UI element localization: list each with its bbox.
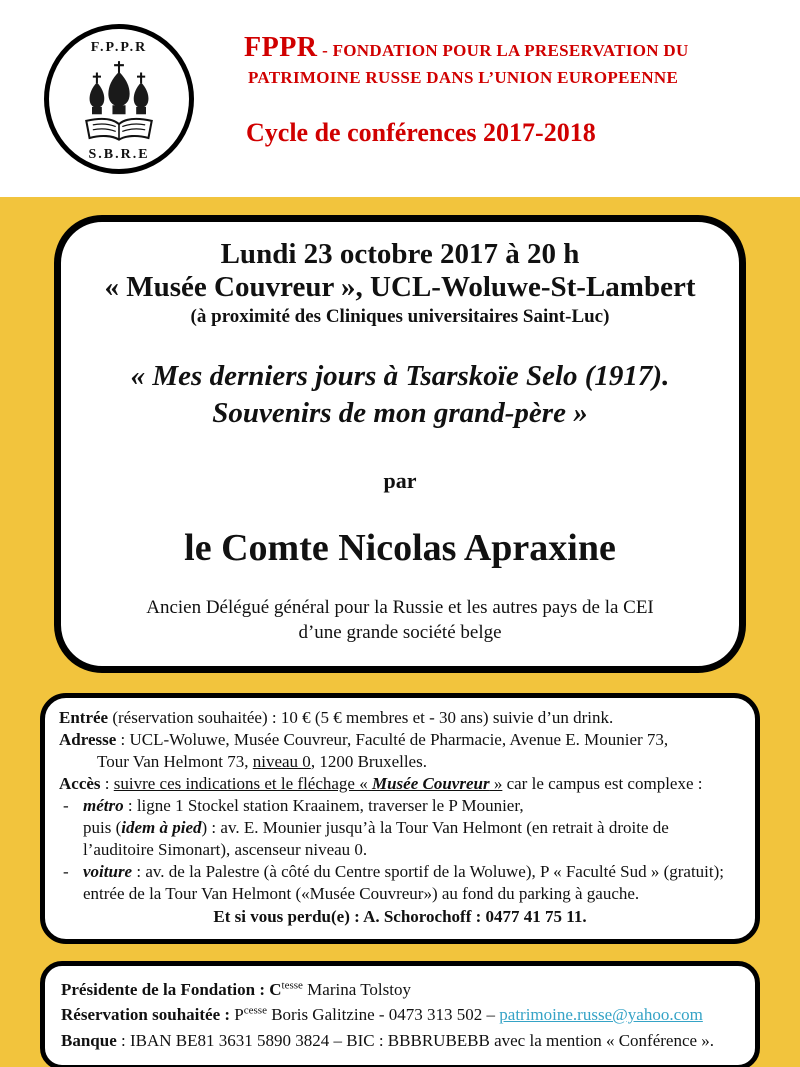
- lecture-title: [85, 358, 715, 432]
- speaker-description: [85, 596, 715, 645]
- org-name-rest: - FONDATION POUR LA PRESERVATION DU: [317, 41, 689, 60]
- voiture-dash: -: [63, 862, 69, 882]
- banque-line: [61, 1028, 739, 1054]
- org-name-line1: [244, 32, 689, 64]
- presidente-label: Présidente de la Fondation :: [61, 979, 265, 999]
- reservation-label: Réservation souhaitée :: [61, 1005, 231, 1025]
- metro-label: métro: [83, 795, 124, 815]
- metro-idem-a-pied: idem à pied: [121, 818, 202, 838]
- metro-text: : ligne 1 Stockel station Kraainem, traverser le P Mounier,: [123, 795, 524, 815]
- adresse-label: Adresse: [59, 729, 117, 749]
- entree-line: [59, 707, 741, 729]
- logo-bottom-text: S.B.R.E: [88, 146, 150, 162]
- reservation-sup: cesse: [243, 1004, 267, 1017]
- metro-line1: [83, 795, 741, 817]
- org-name-line2: PATRIMOINE RUSSE DANS L’UNION EUROPEENNE: [248, 68, 679, 87]
- voiture-content: [83, 861, 741, 905]
- acces-line: [59, 773, 741, 795]
- metro-dash: -: [63, 795, 69, 815]
- reservation-p: P: [230, 1005, 244, 1025]
- adresse-line2: [59, 751, 741, 773]
- fppr-logo: [44, 24, 194, 174]
- reservation-line: [61, 1002, 739, 1028]
- email-link[interactable]: patrimoine.russe@yahoo.com: [499, 1005, 703, 1025]
- voiture-item: [59, 861, 741, 905]
- lecture-title-line1: « Mes derniers jours à Tsarskoïe Selo (1917).: [130, 360, 670, 392]
- speaker-description-line2: d’une grande société belge: [298, 621, 502, 643]
- metro-puis-pre: puis (: [83, 818, 122, 838]
- event-date: Lundi 23 octobre 2017 à 20 h: [220, 238, 580, 270]
- org-acronym: FPPR: [244, 32, 318, 63]
- entree-label: Entrée: [59, 707, 109, 727]
- acces-sep: :: [100, 773, 114, 793]
- reservation-text: Boris Galitzine - 0473 313 502 –: [266, 1005, 500, 1025]
- presidente-sup: tesse: [281, 978, 303, 991]
- contact-card: [40, 961, 760, 1067]
- lecture-title-line2: Souvenirs de mon grand-père »: [212, 397, 588, 430]
- logo-top-text: F.P.P.R: [90, 39, 148, 55]
- voiture-text: : av. de la Palestre (à côté du Centre sportif de la Woluwe), P « Faculté Sud » (gratuit); entrée de la Tour Van Helmont («Musée Couvreur») au fond du parking à gauche.: [83, 862, 725, 904]
- banque-text: : IBAN BE81 3631 5890 3824 – BIC : BBBRUBEBB avec la mention « Conférence ».: [116, 1030, 715, 1050]
- acces-underlined: suivre ces indications et le fléchage «: [113, 773, 372, 793]
- by-word: par: [383, 468, 417, 494]
- presidente-c: C: [265, 979, 282, 999]
- acces-label: Accès: [59, 773, 101, 793]
- header: [0, 0, 800, 197]
- metro-item: [59, 795, 741, 861]
- header-text: [244, 32, 689, 148]
- if-lost-line: Et si vous perdu(e) : A. Schorochoff : 0477 41 75 11.: [213, 907, 587, 927]
- event-venue: « Musée Couvreur », UCL-Woluwe-St-Lambert: [104, 271, 696, 303]
- speaker-description-line1: Ancien Délégué général pour la Russie et les autres pays de la CEI: [146, 597, 654, 619]
- adresse-niveau: niveau 0: [252, 751, 311, 771]
- banque-label: Banque: [61, 1030, 117, 1050]
- event-venue-note: (à proximité des Cliniques universitaires Saint-Luc): [190, 306, 610, 327]
- metro-content: [83, 795, 741, 861]
- adresse-text: : UCL-Woluwe, Musée Couvreur, Faculté de Pharmacie, Avenue E. Mounier 73,: [116, 729, 669, 749]
- acces-musee-couvreur: Musée Couvreur: [371, 773, 490, 793]
- content-area: [0, 197, 800, 1067]
- event-card: [54, 215, 746, 673]
- adresse-line1: [59, 729, 741, 751]
- presidente-line: [61, 977, 739, 1003]
- church-domes-book-icon: [69, 57, 169, 147]
- cycle-title: Cycle de conférences 2017-2018: [246, 118, 596, 147]
- metro-line2: [83, 817, 741, 861]
- presidente-name: Marina Tolstoy: [302, 979, 411, 999]
- metro-puis-rest: ) : av. E. Mounier jusqu’à la Tour Van Helmont (en retrait à droite de l’auditoire Simonart), ascenseur niveau 0.: [83, 818, 669, 860]
- speaker-name: le Comte Nicolas Apraxine: [184, 527, 616, 570]
- acces-underlined-end: »: [489, 773, 503, 793]
- adresse-line2-pre: Tour Van Helmont 73,: [97, 751, 253, 771]
- adresse-line2-post: , 1200 Bruxelles.: [310, 751, 427, 771]
- practical-info-card: [40, 693, 760, 944]
- acces-rest: car le campus est complexe :: [502, 773, 703, 793]
- voiture-label: voiture: [83, 862, 133, 882]
- entree-text: (réservation souhaitée) : 10 € (5 € membres et - 30 ans) suivie d’un drink.: [108, 707, 614, 727]
